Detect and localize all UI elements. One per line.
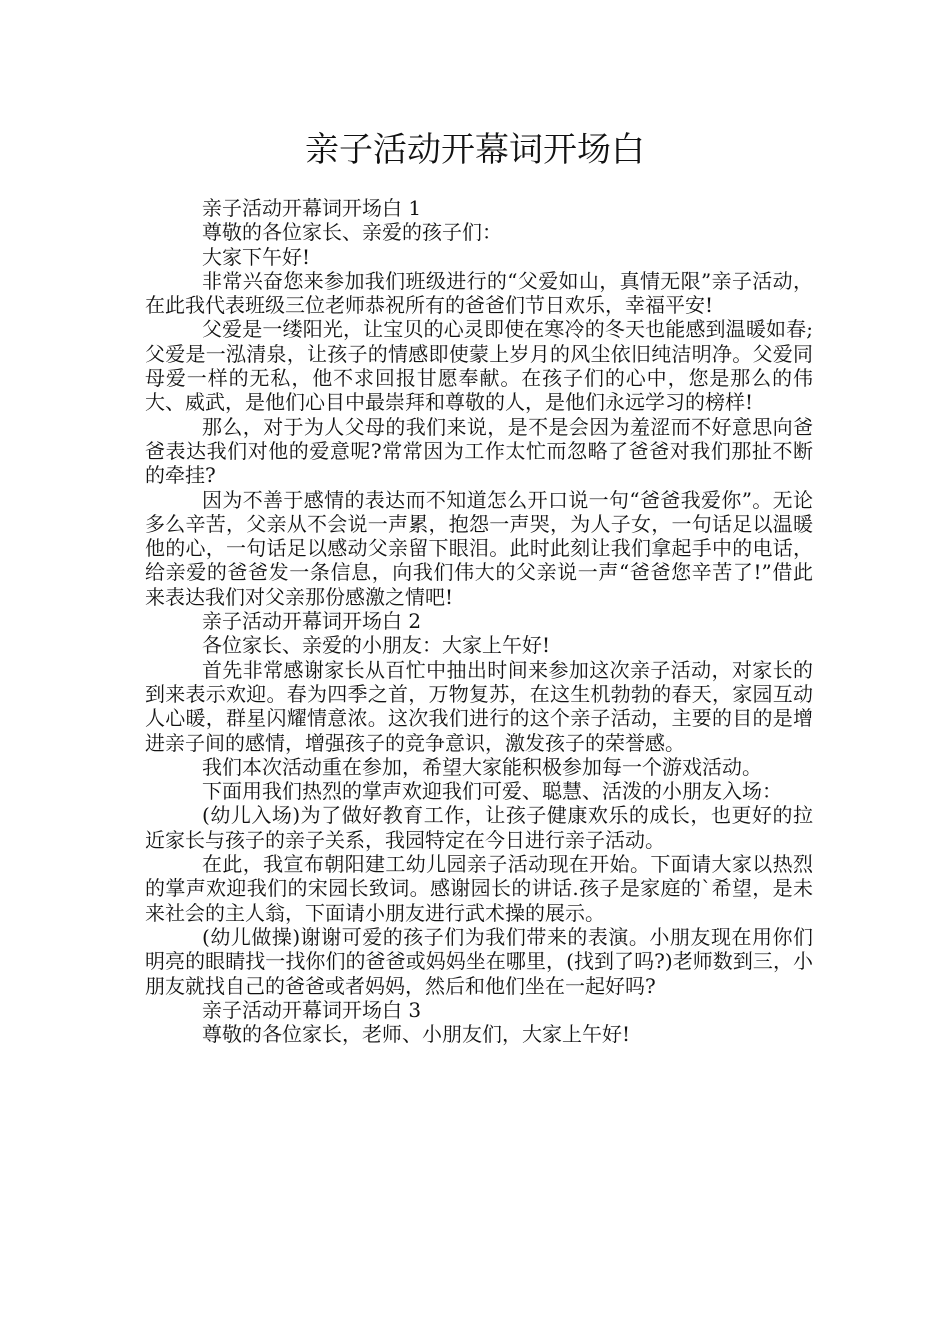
paragraph: 各位家长、亲爱的小朋友：大家上午好!: [202, 633, 551, 658]
paragraph: 那么，对于为人父母的我们来说，是不是会因为羞涩而不好意思向爸爸表达我们对他的爱意呢?常常因为工作太忙而忽略了爸爸对我们那扯不断的牵挂?: [145, 414, 813, 488]
document-body: [145, 196, 813, 1046]
paragraph: 亲子活动开幕词开场白 3: [202, 997, 422, 1022]
paragraph: 非常兴奋您来参加我们班级进行的“父爱如山，真情无限”亲子活动，在此我代表班级三位老师恭祝所有的爸爸们节日欢乐，幸福平安!: [145, 268, 813, 318]
paragraph: 父爱是一缕阳光，让宝贝的心灵即使在寒冷的冬天也能感到温暖如春;父爱是一泓清泉，让孩子的情感即使蒙上岁月的风尘依旧纯洁明净。父爱同母爱一样的无私，他不求回报甘愿奉献。在孩子们的心中，您是那么的伟大、威武，是他们心目中最崇拜和尊敬的人，是他们永远学习的榜样!: [145, 317, 813, 415]
paragraph: 亲子活动开幕词开场白 2: [202, 609, 422, 634]
paragraph: 在此，我宣布朝阳建工幼儿园亲子活动现在开始。下面请大家以热烈的掌声欢迎我们的宋园长致词。感谢园长的讲话.孩子是家庭的`希望，是未来社会的主人翁，下面请小朋友进行武术操的展示。: [145, 852, 813, 925]
paragraph: 下面用我们热烈的掌声欢迎我们可爱、聪慧、活泼的小朋友入场：: [202, 779, 782, 804]
paragraph: 亲子活动开幕词开场白 1: [202, 196, 422, 220]
paragraph: 尊敬的各位家长、亲爱的孩子们：: [202, 220, 502, 245]
paragraph: 我们本次活动重在参加，希望大家能积极参加每一个游戏活动。: [202, 754, 762, 779]
paragraph: 大家下午好!: [202, 244, 311, 269]
paragraph: 首先非常感谢家长从百忙中抽出时间来参加这次亲子活动，对家长的到来表示欢迎。春为四季之首，万物复苏，在这生机勃勃的春天，家园互动人心暖，群星闪耀情意浓。这次我们进行的这个亲子活动，主要的目的是增进亲子间的感情，增强孩子的竞争意识，激发孩子的荣誉感。: [145, 657, 813, 755]
paragraph: (幼儿做操)谢谢可爱的孩子们为我们带来的表演。小朋友现在用你们明亮的眼睛找一找你们的爸爸或妈妈坐在哪里，(找到了吗?)老师数到三，小朋友就找自己的爸爸或者妈妈，然后和他们坐在一起好吗?: [145, 924, 813, 998]
paragraph: 因为不善于感情的表达而不知道怎么开口说一句“爸爸我爱你”。无论多么辛苦，父亲从不会说一声累，抱怨一声哭，为人子女，一句话足以温暖他的心，一句话足以感动父亲留下眼泪。此时此刻让我们拿起手中的电话，给亲爱的爸爸发一条信息，向我们伟大的父亲说一声“爸爸您辛苦了!”借此来表达我们对父亲那份感激之情吧!: [145, 487, 813, 609]
paragraph: (幼儿入场)为了做好教育工作，让孩子健康欢乐的成长，也更好的拉近家长与孩子的亲子关系，我园特定在今日进行亲子活动。: [145, 803, 813, 852]
document-title: 亲子活动开幕词开场白: [305, 130, 645, 170]
paragraph: 尊敬的各位家长，老师、小朋友们，大家上午好!: [202, 1022, 631, 1047]
